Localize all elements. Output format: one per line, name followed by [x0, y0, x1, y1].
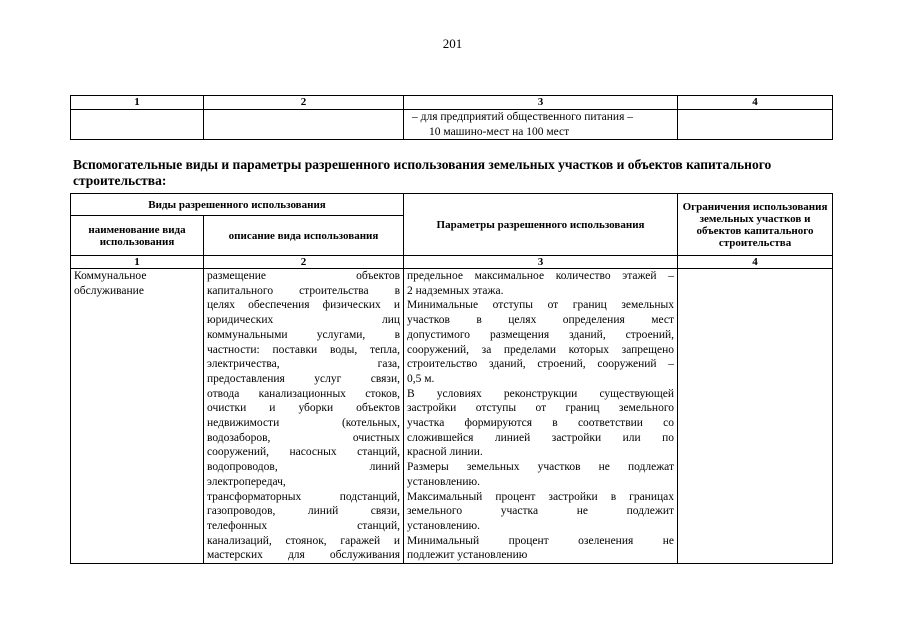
use-description-line: размещение объектов [207, 270, 401, 282]
group-header: Виды разрешенного использования [71, 194, 404, 216]
restrictions-cell [678, 269, 833, 564]
params-line: Минимальный процент озеленения не [407, 534, 675, 547]
use-description-line: предоставления услуг связи, [207, 372, 401, 385]
column-number-row [71, 96, 833, 110]
params-header: Параметры разрешенного использования [404, 194, 678, 256]
params-line: допустимого размещения зданий, строений, [407, 328, 675, 341]
params-line: установлению. [407, 519, 480, 532]
use-description-line: водопроводов, линий [207, 461, 401, 474]
header-row-1 [71, 194, 833, 216]
section-title [73, 157, 873, 189]
use-description-line: капитального строительства в [207, 284, 401, 297]
restrictions-header: Ограничения использования земельных участков и объектов капитального строительства [678, 194, 833, 256]
use-description-line: водозаборов, очистных [207, 431, 401, 444]
params-line: участков в целях определения мест [407, 314, 675, 327]
description-subheader: описание вида использования [204, 216, 404, 256]
section-title-line: строительства: [73, 173, 167, 188]
params-line: предельное максимальное количество этажей – [407, 270, 675, 282]
use-description-line: юридических лиц [207, 314, 401, 327]
cell-name [71, 110, 204, 140]
params-line: сложившейся линией застройки или по [407, 431, 675, 444]
cell-description [204, 110, 404, 140]
permitted-use-table [70, 193, 833, 564]
use-description-line: канализаций, стоянок, гаражей и [207, 534, 401, 547]
params-line: 10 машино-мест на 100 мест [429, 125, 570, 138]
params-line: установлению. [407, 475, 480, 488]
col-number-4: 4 [678, 96, 833, 110]
params-line: участка формируются в соответствии со [407, 417, 675, 430]
col-number-4: 4 [678, 256, 833, 269]
table-row [71, 110, 833, 140]
params-line: 2 надземных этажа. [407, 284, 504, 297]
col-number-3: 3 [404, 96, 678, 110]
use-description-line: электричества, газа, [207, 358, 401, 371]
use-description-line: мастерских для обслуживания [207, 549, 401, 562]
use-description-line: сооружений, насосных станций, [207, 446, 401, 459]
params-line: строительство зданий, строений, сооружений – [407, 358, 675, 371]
col-number-2: 2 [204, 256, 404, 269]
col-number-3: 3 [404, 256, 678, 269]
use-name-line: Коммунальное [74, 270, 147, 282]
use-description-line: очистки и уборки объектов [207, 402, 401, 415]
col-number-2: 2 [204, 96, 404, 110]
params-line: красной линии. [407, 446, 483, 459]
use-description-line: отвода канализационных стоков, [207, 387, 401, 400]
col-number-1: 1 [71, 256, 204, 269]
params-line: 0,5 м. [407, 372, 435, 385]
section-title-line: Вспомогательные виды и параметры разрешенного использования земельных участков и объектов капитального [73, 157, 772, 172]
use-description-line: целях обеспечения физических и [207, 299, 401, 312]
params-line: Размеры земельных участков не подлежат [407, 461, 675, 474]
params-line: подлежит установлению [407, 549, 528, 562]
top-continuation-table [70, 95, 833, 140]
params-line: – для предприятий общественного питания – [412, 111, 634, 123]
cell-restrictions [678, 110, 833, 140]
use-description-line: телефонных станций, [207, 519, 401, 532]
use-description-line: газопроводов, линий связи, [207, 505, 401, 518]
params-cell [404, 269, 678, 564]
page-number: 201 [442, 36, 463, 51]
params-line: Максимальный процент застройки в границах [407, 490, 675, 503]
name-subheader: наименование вида использования [71, 216, 204, 256]
params-line: сооружений, за пределами которых запрещено [407, 343, 675, 356]
params-line: Минимальные отступы от границ земельных [407, 299, 675, 312]
use-description-line: недвижимости (котельных, [207, 417, 401, 430]
use-description-line: трансформаторных подстанций, [207, 490, 401, 503]
use-description-line: коммунальными услугами, в [207, 328, 401, 341]
cell-params [404, 110, 678, 140]
col-number-1: 1 [71, 96, 204, 110]
use-description-cell [204, 269, 404, 564]
params-line: застройки отступы от границ земельного [407, 402, 675, 415]
params-line: земельного участка не подлежит [407, 505, 675, 518]
use-description-line: частности: поставки воды, тепла, [207, 343, 401, 356]
use-description-line: электропередач, [207, 475, 286, 488]
use-name-cell [71, 269, 204, 564]
use-name-line: обслуживание [74, 284, 144, 297]
params-line: В условиях реконструкции существующей [407, 387, 675, 400]
table-row [71, 269, 833, 564]
column-number-row [71, 256, 833, 269]
